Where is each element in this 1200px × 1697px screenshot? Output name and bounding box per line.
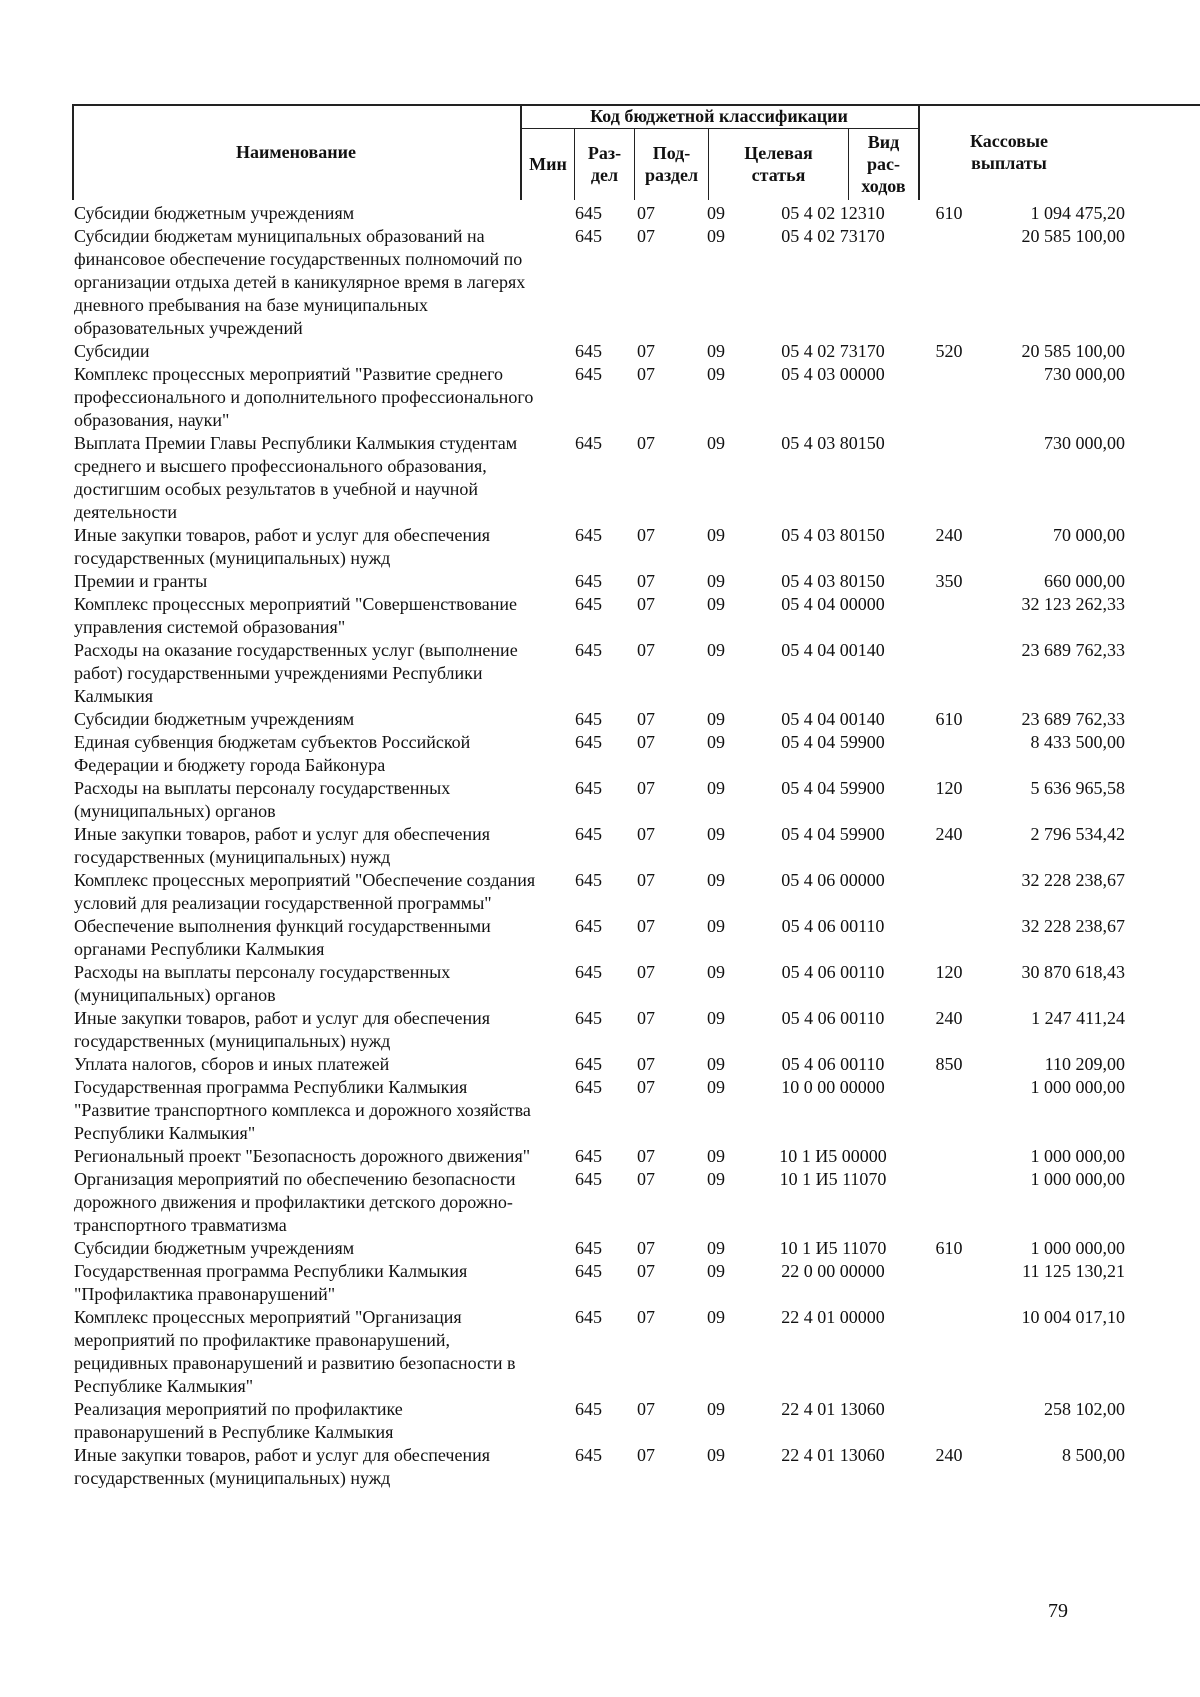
row-sum: 1 000 000,00 bbox=[1030, 1169, 1125, 1189]
row-celevaya-statya: 05 4 06 00110 bbox=[781, 1054, 885, 1074]
row-podrazdel: 09 bbox=[707, 916, 725, 936]
header-sum: Кассовые выплаты bbox=[969, 131, 1049, 173]
row-podrazdel: 09 bbox=[707, 1077, 725, 1097]
row-min: 645 bbox=[575, 364, 602, 384]
row-razdel: 07 bbox=[637, 778, 655, 798]
row-min: 645 bbox=[575, 226, 602, 246]
row-podrazdel: 09 bbox=[707, 824, 725, 844]
row-razdel: 07 bbox=[637, 571, 655, 591]
row-sum: 1 000 000,00 bbox=[1030, 1146, 1125, 1166]
row-sum: 8 500,00 bbox=[1062, 1445, 1125, 1465]
row-celevaya-statya: 10 0 00 00000 bbox=[781, 1077, 885, 1097]
row-razdel: 07 bbox=[637, 433, 655, 453]
row-name: Расходы на выплаты персоналу государственных (муниципальных) органов bbox=[74, 962, 451, 1005]
row-razdel: 07 bbox=[637, 1261, 655, 1281]
row-podrazdel: 09 bbox=[707, 778, 725, 798]
row-name: Иные закупки товаров, работ и услуг для обеспечения государственных (муниципальных) нужд bbox=[74, 824, 490, 867]
row-sum: 8 433 500,00 bbox=[1030, 732, 1125, 752]
table-row bbox=[0, 1053, 1200, 1076]
row-razdel: 07 bbox=[637, 962, 655, 982]
row-min: 645 bbox=[575, 525, 602, 545]
row-min: 645 bbox=[575, 778, 602, 798]
row-podrazdel: 09 bbox=[707, 870, 725, 890]
row-min: 645 bbox=[575, 341, 602, 361]
row-min: 645 bbox=[575, 433, 602, 453]
row-razdel: 07 bbox=[637, 916, 655, 936]
header-celevaya: Целевая статья bbox=[744, 143, 813, 185]
row-name: Субсидии бюджетам муниципальных образований на финансовое обеспечение государственных полномочий по организации отдыха детей в каникулярное время в лагерях дневного пребывания на базе муниципальных образовательных учреждений bbox=[74, 226, 526, 338]
row-name: Уплата налогов, сборов и иных платежей bbox=[74, 1054, 390, 1074]
row-podrazdel: 09 bbox=[707, 364, 725, 384]
row-razdel: 07 bbox=[637, 203, 655, 223]
row-celevaya-statya: 05 4 04 59900 bbox=[781, 778, 885, 798]
row-celevaya-statya: 05 4 03 80150 bbox=[781, 571, 885, 591]
row-celevaya-statya: 10 1 И5 11070 bbox=[779, 1169, 887, 1189]
row-min: 645 bbox=[575, 916, 602, 936]
row-min: 645 bbox=[575, 1238, 602, 1258]
row-podrazdel: 09 bbox=[707, 226, 725, 246]
row-sum: 20 585 100,00 bbox=[1021, 226, 1125, 246]
page-number: 79 bbox=[1048, 1600, 1068, 1622]
table-row bbox=[0, 202, 1200, 225]
row-min: 645 bbox=[575, 732, 602, 752]
row-name: Иные закупки товаров, работ и услуг для обеспечения государственных (муниципальных) нужд bbox=[74, 525, 490, 568]
row-name: Расходы на выплаты персоналу государственных (муниципальных) органов bbox=[74, 778, 451, 821]
row-razdel: 07 bbox=[637, 1399, 655, 1419]
row-podrazdel: 09 bbox=[707, 341, 725, 361]
row-vid-raskhodov: 240 bbox=[935, 1445, 963, 1465]
row-celevaya-statya: 05 4 06 00110 bbox=[781, 962, 885, 982]
row-razdel: 07 bbox=[637, 594, 655, 614]
table-row bbox=[0, 708, 1200, 731]
row-podrazdel: 09 bbox=[707, 1261, 725, 1281]
row-sum: 730 000,00 bbox=[1044, 364, 1125, 384]
table-row bbox=[0, 570, 1200, 593]
table-row bbox=[0, 1168, 1200, 1237]
header-razdel: Раз- дел bbox=[587, 143, 622, 185]
row-name: Субсидии бюджетным учреждениям bbox=[74, 203, 355, 223]
row-name: Иные закупки товаров, работ и услуг для обеспечения государственных (муниципальных) нужд bbox=[74, 1008, 490, 1051]
row-name: Субсидии бюджетным учреждениям bbox=[74, 1238, 355, 1258]
row-sum: 70 000,00 bbox=[1053, 525, 1125, 545]
row-podrazdel: 09 bbox=[707, 1238, 725, 1258]
row-name: Комплекс процессных мероприятий "Обеспечение создания условий для реализации государственной программы" bbox=[74, 870, 536, 913]
row-min: 645 bbox=[575, 870, 602, 890]
table-row bbox=[0, 1007, 1200, 1053]
table-row bbox=[0, 823, 1200, 869]
row-min: 645 bbox=[575, 1445, 602, 1465]
header-min: Мин bbox=[529, 154, 567, 174]
row-celevaya-statya: 10 1 И5 11070 bbox=[779, 1238, 887, 1258]
row-vid-raskhodov: 850 bbox=[935, 1054, 963, 1074]
row-podrazdel: 09 bbox=[707, 594, 725, 614]
table-row bbox=[0, 869, 1200, 915]
row-razdel: 07 bbox=[637, 364, 655, 384]
row-min: 645 bbox=[575, 1169, 602, 1189]
table-row bbox=[0, 1444, 1200, 1490]
table-row bbox=[0, 731, 1200, 777]
row-name: Комплекс процессных мероприятий "Совершенствование управления системой образования" bbox=[74, 594, 517, 637]
row-vid-raskhodov: 240 bbox=[935, 1008, 963, 1028]
row-sum: 5 636 965,58 bbox=[1030, 778, 1125, 798]
row-sum: 20 585 100,00 bbox=[1021, 341, 1125, 361]
row-celevaya-statya: 05 4 02 73170 bbox=[781, 226, 885, 246]
row-name: Организация мероприятий по обеспечению безопасности дорожного движения и профилактики детского дорожно-транспортного травматизма bbox=[74, 1169, 516, 1235]
row-sum: 730 000,00 bbox=[1044, 433, 1125, 453]
row-min: 645 bbox=[575, 594, 602, 614]
row-razdel: 07 bbox=[637, 341, 655, 361]
row-sum: 10 004 017,10 bbox=[1021, 1307, 1125, 1327]
row-name: Государственная программа Республики Калмыкия "Развитие транспортного комплекса и дорожного хозяйства Республики Калмыкия" bbox=[74, 1077, 531, 1143]
row-vid-raskhodov: 240 bbox=[935, 525, 963, 545]
row-name: Единая субвенция бюджетам субъектов Российской Федерации и бюджету города Байконура bbox=[74, 732, 471, 775]
row-celevaya-statya: 22 4 01 13060 bbox=[781, 1445, 885, 1465]
row-razdel: 07 bbox=[637, 525, 655, 545]
row-name: Комплекс процессных мероприятий "Развитие среднего профессионального и дополнительного профессионального образования, науки" bbox=[74, 364, 534, 430]
row-celevaya-statya: 05 4 03 00000 bbox=[781, 364, 885, 384]
row-sum: 660 000,00 bbox=[1044, 571, 1125, 591]
row-sum: 258 102,00 bbox=[1044, 1399, 1125, 1419]
row-vid-raskhodov: 610 bbox=[935, 709, 963, 729]
row-sum: 1 000 000,00 bbox=[1030, 1077, 1125, 1097]
row-celevaya-statya: 05 4 06 00110 bbox=[781, 916, 885, 936]
row-razdel: 07 bbox=[637, 824, 655, 844]
row-podrazdel: 09 bbox=[707, 709, 725, 729]
row-razdel: 07 bbox=[637, 226, 655, 246]
row-celevaya-statya: 05 4 04 00140 bbox=[781, 709, 885, 729]
table-row bbox=[0, 777, 1200, 823]
row-celevaya-statya: 05 4 06 00000 bbox=[781, 870, 885, 890]
table-row bbox=[0, 363, 1200, 432]
row-vid-raskhodov: 610 bbox=[935, 1238, 963, 1258]
row-sum: 1 247 411,24 bbox=[1031, 1008, 1125, 1028]
row-razdel: 07 bbox=[637, 1238, 655, 1258]
header-name: Наименование bbox=[236, 142, 356, 162]
row-name: Премии и гранты bbox=[74, 571, 208, 591]
row-podrazdel: 09 bbox=[707, 1399, 725, 1419]
row-sum: 32 123 262,33 bbox=[1021, 594, 1125, 614]
table-row bbox=[0, 961, 1200, 1007]
header-podrazdel: Под- раздел bbox=[644, 143, 699, 185]
row-vid-raskhodov: 610 bbox=[935, 203, 963, 223]
row-celevaya-statya: 05 4 02 73170 bbox=[781, 341, 885, 361]
row-celevaya-statya: 05 4 04 59900 bbox=[781, 824, 885, 844]
row-celevaya-statya: 05 4 02 12310 bbox=[781, 203, 885, 223]
row-podrazdel: 09 bbox=[707, 640, 725, 660]
row-min: 645 bbox=[575, 1077, 602, 1097]
row-min: 645 bbox=[575, 640, 602, 660]
row-celevaya-statya: 22 0 00 00000 bbox=[781, 1261, 885, 1281]
row-podrazdel: 09 bbox=[707, 1054, 725, 1074]
row-podrazdel: 09 bbox=[707, 433, 725, 453]
row-sum: 2 796 534,42 bbox=[1030, 824, 1125, 844]
row-min: 645 bbox=[575, 962, 602, 982]
row-celevaya-statya: 05 4 06 00110 bbox=[781, 1008, 885, 1028]
table-header bbox=[72, 104, 1200, 200]
row-vid-raskhodov: 350 bbox=[935, 571, 963, 591]
row-min: 645 bbox=[575, 709, 602, 729]
row-celevaya-statya: 05 4 04 59900 bbox=[781, 732, 885, 752]
row-name: Расходы на оказание государственных услуг (выполнение работ) государственными учреждениями Республики Калмыкия bbox=[74, 640, 518, 706]
table-row bbox=[0, 1398, 1200, 1444]
table-row bbox=[0, 432, 1200, 524]
table-row bbox=[0, 639, 1200, 708]
row-celevaya-statya: 10 1 И5 00000 bbox=[779, 1146, 887, 1166]
row-min: 645 bbox=[575, 203, 602, 223]
row-sum: 110 209,00 bbox=[1044, 1054, 1125, 1074]
header-vid: Вид рас- ходов bbox=[861, 132, 906, 196]
row-podrazdel: 09 bbox=[707, 571, 725, 591]
table-row bbox=[0, 1237, 1200, 1260]
row-razdel: 07 bbox=[637, 732, 655, 752]
row-podrazdel: 09 bbox=[707, 962, 725, 982]
row-sum: 23 689 762,33 bbox=[1021, 640, 1125, 660]
table-row bbox=[0, 1260, 1200, 1306]
row-celevaya-statya: 22 4 01 13060 bbox=[781, 1399, 885, 1419]
table-row bbox=[0, 593, 1200, 639]
table-body bbox=[0, 202, 1200, 1490]
row-min: 645 bbox=[575, 1008, 602, 1028]
row-vid-raskhodov: 240 bbox=[935, 824, 963, 844]
row-min: 645 bbox=[575, 1399, 602, 1419]
row-name: Реализация мероприятий по профилактике правонарушений в Республике Калмыкия bbox=[74, 1399, 403, 1442]
row-name: Обеспечение выполнения функций государственными органами Республики Калмыкия bbox=[74, 916, 491, 959]
table-row bbox=[0, 340, 1200, 363]
row-name: Субсидии bbox=[74, 341, 150, 361]
table-row bbox=[0, 1076, 1200, 1145]
row-sum: 1 094 475,20 bbox=[1030, 203, 1125, 223]
row-razdel: 07 bbox=[637, 1008, 655, 1028]
row-min: 645 bbox=[575, 1054, 602, 1074]
row-sum: 1 000 000,00 bbox=[1030, 1238, 1125, 1258]
row-celevaya-statya: 05 4 03 80150 bbox=[781, 525, 885, 545]
row-razdel: 07 bbox=[637, 1146, 655, 1166]
table-row bbox=[0, 524, 1200, 570]
row-podrazdel: 09 bbox=[707, 203, 725, 223]
row-vid-raskhodov: 120 bbox=[935, 778, 963, 798]
row-razdel: 07 bbox=[637, 1445, 655, 1465]
row-podrazdel: 09 bbox=[707, 525, 725, 545]
row-name: Иные закупки товаров, работ и услуг для обеспечения государственных (муниципальных) нужд bbox=[74, 1445, 490, 1488]
row-celevaya-statya: 05 4 04 00140 bbox=[781, 640, 885, 660]
row-name: Субсидии бюджетным учреждениям bbox=[74, 709, 355, 729]
row-sum: 32 228 238,67 bbox=[1021, 870, 1125, 890]
row-celevaya-statya: 05 4 04 00000 bbox=[781, 594, 885, 614]
row-sum: 11 125 130,21 bbox=[1022, 1261, 1125, 1281]
row-sum: 32 228 238,67 bbox=[1021, 916, 1125, 936]
row-razdel: 07 bbox=[637, 1169, 655, 1189]
row-min: 645 bbox=[575, 1261, 602, 1281]
row-podrazdel: 09 bbox=[707, 1307, 725, 1327]
row-vid-raskhodov: 520 bbox=[935, 341, 963, 361]
header-code-group: Код бюджетной классификации bbox=[590, 106, 848, 126]
row-min: 645 bbox=[575, 1307, 602, 1327]
table-row bbox=[0, 1306, 1200, 1398]
row-razdel: 07 bbox=[637, 1054, 655, 1074]
row-razdel: 07 bbox=[637, 709, 655, 729]
row-razdel: 07 bbox=[637, 1077, 655, 1097]
row-razdel: 07 bbox=[637, 640, 655, 660]
row-razdel: 07 bbox=[637, 1307, 655, 1327]
row-vid-raskhodov: 120 bbox=[935, 962, 963, 982]
table-row bbox=[0, 1145, 1200, 1168]
row-sum: 30 870 618,43 bbox=[1021, 962, 1125, 982]
row-podrazdel: 09 bbox=[707, 1008, 725, 1028]
row-podrazdel: 09 bbox=[707, 1146, 725, 1166]
row-podrazdel: 09 bbox=[707, 1169, 725, 1189]
row-celevaya-statya: 22 4 01 00000 bbox=[781, 1307, 885, 1327]
row-name: Региональный проект "Безопасность дорожного движения" bbox=[74, 1146, 531, 1166]
table-row bbox=[0, 225, 1200, 340]
row-razdel: 07 bbox=[637, 870, 655, 890]
row-podrazdel: 09 bbox=[707, 732, 725, 752]
row-min: 645 bbox=[575, 824, 602, 844]
row-min: 645 bbox=[575, 1146, 602, 1166]
row-celevaya-statya: 05 4 03 80150 bbox=[781, 433, 885, 453]
row-min: 645 bbox=[575, 571, 602, 591]
row-podrazdel: 09 bbox=[707, 1445, 725, 1465]
row-name: Комплекс процессных мероприятий "Организация мероприятий по профилактике правонарушений, рецидивных правонарушений и развитию безопасности в Республике Калмыкия" bbox=[74, 1307, 516, 1396]
row-name: Выплата Премии Главы Республики Калмыкия студентам среднего и высшего профессионального образования, достигшим особых результатов в учебной и научной деятельности bbox=[74, 433, 518, 522]
row-sum: 23 689 762,33 bbox=[1021, 709, 1125, 729]
row-name: Государственная программа Республики Калмыкия "Профилактика правонарушений" bbox=[74, 1261, 468, 1304]
table-row bbox=[0, 915, 1200, 961]
